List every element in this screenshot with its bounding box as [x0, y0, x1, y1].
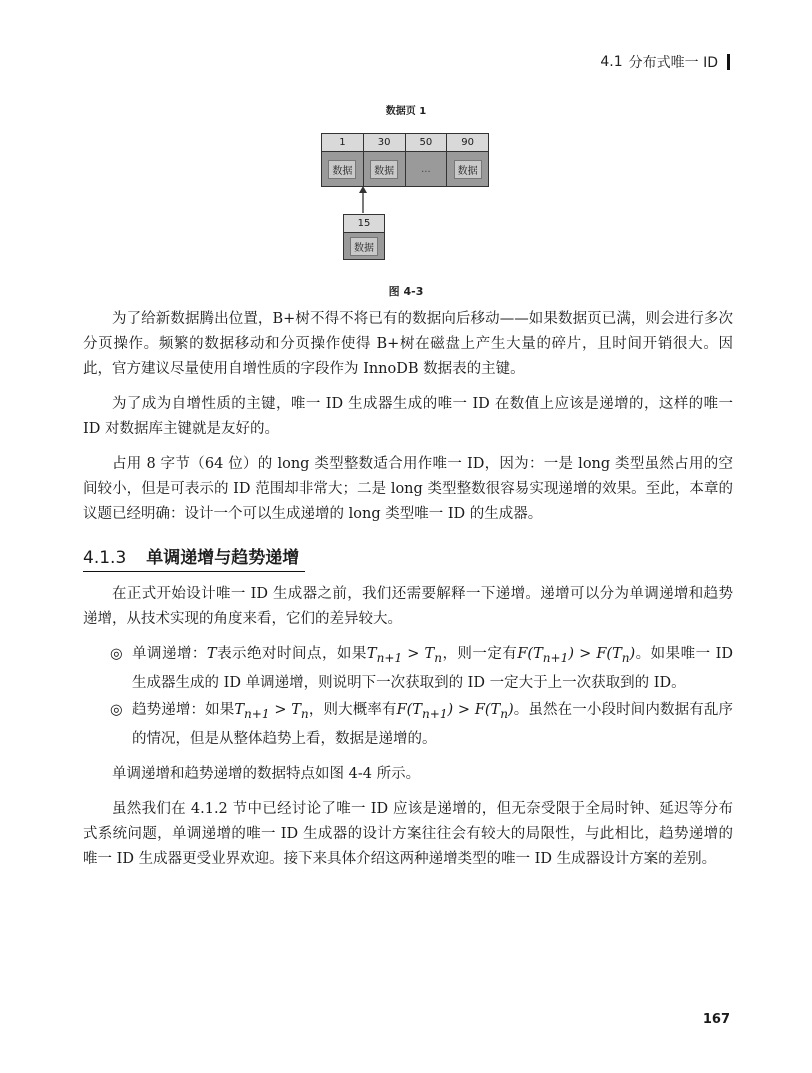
new-record-value: 数据: [350, 237, 378, 256]
page-number: 167: [702, 1012, 730, 1027]
new-record-box: [343, 214, 385, 260]
bullet-mark: ◎: [110, 646, 123, 662]
data-value: 数据: [454, 160, 482, 179]
figure-title: 数据页 1: [385, 106, 427, 117]
section-heading: [83, 543, 305, 572]
data-key: 90: [447, 134, 488, 152]
paragraph: 占用 8 字节（64 位）的 long 类型整数适合用作唯一 ID，因为：一是 long 类型虽然占用的空间较小，但是可表示的 ID 范围却非常大；二是 long 类型整数很容易实现递增的效果。至此，本章的议题已经明确：设计一个可以生成递增的 long 类型唯一 ID 的生成器。: [83, 456, 733, 522]
data-value: 数据: [328, 160, 356, 179]
body-text: [83, 307, 733, 882]
section-number: 4.1.3: [83, 548, 127, 568]
data-key: 1: [322, 134, 363, 152]
header-title: 分布式唯一 ID: [628, 55, 718, 71]
header-section-number: 4.1: [600, 54, 623, 70]
paragraph: 为了给新数据腾出位置，B+树不得不将已有的数据向后移动——如果数据页已满，则会进行多次分页操作。频繁的数据移动和分页操作使得 B+树在磁盘上产生大量的碎片，且时间开销很大。因此，官方建议尽量使用自增性质的字段作为 InnoDB 数据表的主键。: [83, 311, 733, 377]
paragraph: 为了成为自增性质的主键，唯一 ID 生成器生成的唯一 ID 在数值上应该是递增的，这样的唯一 ID 对数据库主键就是友好的。: [83, 396, 733, 437]
section-title: 单调递增与趋势递增: [146, 548, 300, 568]
bullet-mark: ◎: [110, 701, 123, 718]
insert-arrow: [0, 0, 812, 300]
data-key: 30: [364, 134, 405, 152]
paragraph: 单调递增和趋势递增的数据特点如图 4-4 所示。: [112, 765, 421, 782]
data-value-ellipsis: ...: [421, 163, 431, 175]
figure-caption: 图 4-3: [388, 285, 424, 298]
paragraph: 虽然我们在 4.1.2 节中已经讨论了唯一 ID 应该是递增的，但无奈受限于全局时钟、延迟等分布式系统问题，单调递增的唯一 ID 生成器的设计方案往往会有较大的局限性，与此相比，趋势递增的唯一 ID 生成器更受业界欢迎。接下来具体介绍这两种递增类型的唯一 ID 生成器设计方案的差别。: [83, 800, 733, 867]
data-value: 数据: [370, 160, 398, 179]
new-record-key: 15: [344, 215, 384, 233]
data-key: 50: [406, 134, 447, 152]
paragraph: 在正式开始设计唯一 ID 生成器之前，我们还需要解释一下递增。递增可以分为单调递增和趋势递增，从技术实现的角度来看，它们的差异较大。: [83, 586, 733, 627]
bullet-item: ◎ 趋势递增：如果$T_{n+1} > T_n$，则大概率有$F(T_{n+1}) > F(T_n)$。虽然在一小段时间内数据有乱序的情况，但是从整体趋势上看，数据是递增的。: [83, 698, 733, 752]
bullet-item: ◎ 单调递增：T表示绝对时间点，如果$T_{n+1} > T_n$，则一定有$F(T_{n+1}) > F(T_n)$。如果唯一 ID 生成器生成的 ID 单调递增，则说明下一次获取到的 ID 一定大于上一次获取到的 ID。: [83, 642, 733, 696]
